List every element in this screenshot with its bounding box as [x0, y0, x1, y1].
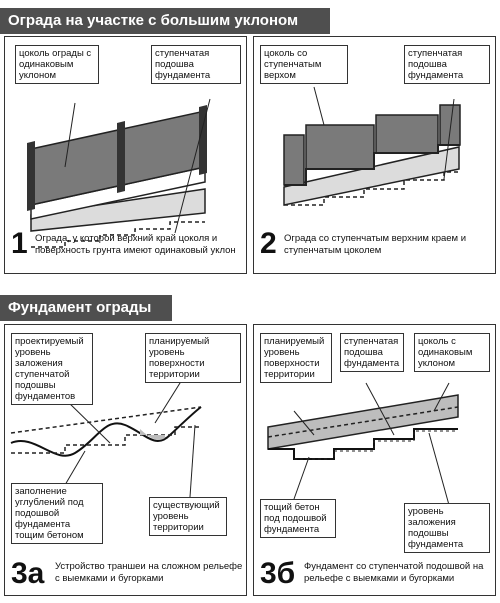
sloped-plinth [268, 395, 458, 449]
panel-caption: Ограда со ступенчатым верхним краем и ступенчатым цоколем [284, 233, 467, 256]
panel-3b [253, 324, 496, 596]
fence-post [117, 121, 125, 193]
fence-section [306, 125, 374, 169]
fence-section [440, 105, 460, 145]
planned-level-line [11, 407, 201, 433]
label-lean-concrete: тощий бетон под подошвой фундамента [260, 499, 336, 538]
existing-terrain [11, 407, 201, 456]
label-planned-surface-level: планируемый уровень поверхности территории [260, 333, 332, 383]
fence-section [284, 135, 304, 185]
fence-section [376, 115, 438, 153]
panel-number: 3а [11, 557, 45, 590]
panel-number: 2 [260, 227, 277, 260]
panel-caption: Устройство траншеи на сложном рельефе с выемками и бугорками [55, 561, 243, 584]
label-design-footing-level: проектируемый уровень заложения ступенчатой подошвы фундаментов [11, 333, 93, 405]
label-planned-surface-level: планируемый уровень поверхности территории [145, 333, 241, 383]
label-stepped-footing: ступенчатая подошва фундамента [340, 333, 404, 372]
panel-caption: Фундамент со ступенчатой подошвой на рельефе с выемками и бугорками [304, 561, 484, 584]
panel-caption: Ограда, у которой верхний край цоколя и поверхность грунта имеют одинаковый уклон [35, 233, 236, 256]
panel-2 [253, 36, 496, 274]
label-footing-depth-level: уровень заложения подошвы фундамента [404, 503, 490, 553]
label-stepped-footing: ступенчатая подошва фундамента [151, 45, 241, 84]
label-plinth-same-slope: цоколь ограды с одинаковым уклоном [15, 45, 99, 84]
fence-post [27, 141, 35, 211]
section2-title: Фундамент ограды [0, 295, 172, 321]
panel-3a [4, 324, 247, 596]
label-existing-level: существующий уровень территории [149, 497, 227, 536]
label-lean-concrete-fill: заполнение углублений под подошвой фундамента тощим бетоном [11, 483, 103, 544]
label-plinth-same-slope: цоколь с одинаковым уклоном [414, 333, 490, 372]
panel-number: 1 [11, 227, 28, 260]
label-stepped-footing: ступенчатая подошва фундамента [404, 45, 490, 84]
stepped-footing [11, 427, 201, 453]
panel-1 [4, 36, 247, 274]
panel-number: 3б [260, 557, 296, 590]
section1-title: Ограда на участке с большим уклоном [0, 8, 330, 34]
label-stepped-plinth: цоколь со ступенчатым верхом [260, 45, 348, 84]
